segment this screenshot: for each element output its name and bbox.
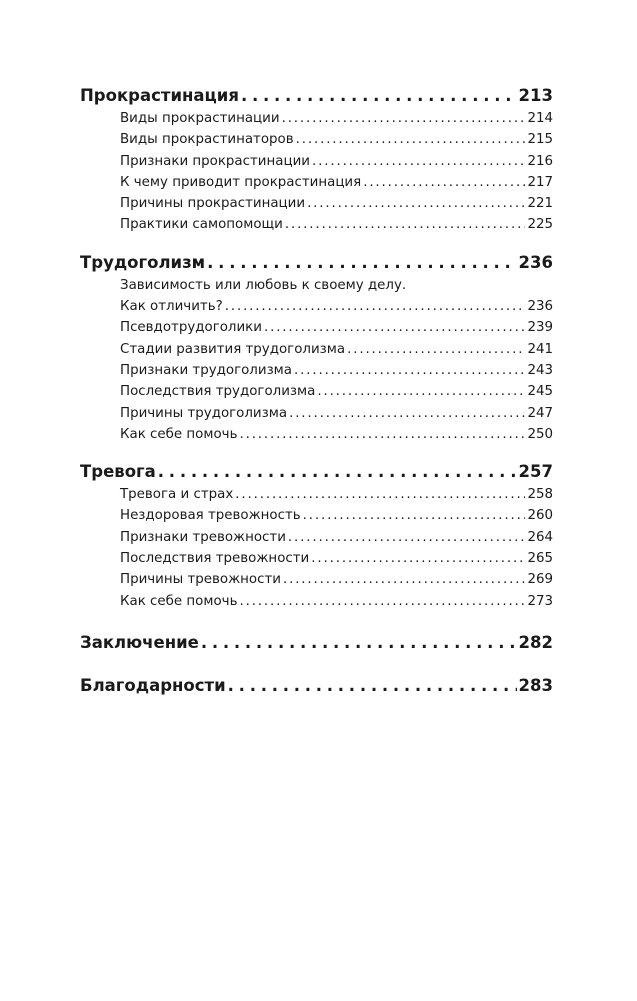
subsection-entry[interactable] (80, 317, 553, 338)
dot-leader (294, 360, 525, 381)
entry-title: Заключение (80, 632, 199, 652)
dot-leader (158, 460, 517, 484)
entry-title: Последствия трудоголизма (120, 384, 316, 400)
chapter-entry[interactable] (80, 84, 553, 108)
chapter-entry[interactable] (80, 251, 553, 275)
dot-leader (288, 527, 526, 548)
dot-leader (285, 214, 526, 235)
page-number: 273 (527, 593, 553, 609)
entry-title: Тревога и страх (120, 487, 234, 503)
toc-section (80, 84, 553, 236)
subsection-entry[interactable] (80, 151, 553, 172)
subsection-entry[interactable] (80, 108, 553, 129)
entry-title: Нездоровая тревожность (120, 508, 301, 524)
toc-section (80, 631, 553, 655)
entry-title: Трудоголизм (80, 252, 206, 272)
entry-title: Причины тревожности (120, 572, 281, 588)
dot-leader (201, 631, 517, 655)
page-number: 264 (527, 529, 553, 545)
dot-leader (228, 674, 517, 698)
dot-leader (235, 484, 525, 505)
entry-title: Признаки трудоголизма (120, 362, 292, 378)
subsection-entry[interactable] (80, 484, 553, 505)
dot-leader (347, 339, 525, 360)
entry-title: Псевдотрудоголики (120, 320, 262, 336)
page-number: 236 (518, 252, 553, 272)
dot-leader (241, 84, 517, 108)
page-number: 265 (527, 551, 553, 567)
dot-leader (239, 424, 525, 445)
page-number: 243 (527, 362, 553, 378)
page-number: 245 (527, 384, 553, 400)
toc-section (80, 251, 553, 445)
page-number: 269 (527, 572, 553, 588)
dot-leader (283, 569, 525, 590)
table-of-contents (80, 84, 553, 717)
subsection-entry[interactable] (80, 172, 553, 193)
entry-title: Признаки прокрастинации (120, 153, 310, 169)
subsection-entry[interactable] (80, 214, 553, 235)
dot-leader (296, 129, 526, 150)
entry-title: Практики самопомощи (120, 217, 283, 233)
entry-title: Стадии развития трудоголизма (120, 341, 346, 357)
dot-leader (317, 381, 525, 402)
dot-leader (289, 403, 525, 424)
entry-title: Виды прокрастинации (120, 111, 280, 126)
toc-section (80, 674, 553, 698)
subsection-entry[interactable] (80, 569, 553, 590)
entry-title: Благодарности (80, 675, 226, 695)
chapter-entry[interactable] (80, 631, 553, 655)
entry-title: Как себе помочь (120, 593, 238, 609)
subsection-entry[interactable] (80, 424, 553, 445)
chapter-entry[interactable] (80, 674, 553, 698)
page-number: 258 (527, 487, 553, 503)
subsection-entry[interactable] (80, 296, 553, 317)
dot-leader (282, 108, 526, 129)
dot-leader (363, 172, 525, 193)
entry-title: Последствия тревожности (120, 551, 310, 567)
page-number: 250 (527, 426, 553, 442)
page-number: 236 (527, 299, 553, 315)
subsection-entry[interactable] (80, 339, 553, 360)
subsection-entry[interactable] (80, 360, 553, 381)
page-number: 217 (527, 174, 553, 190)
subsection-entry[interactable] (80, 193, 553, 214)
entry-title: К чему приводит прокрастинация (120, 174, 362, 190)
dot-leader (264, 317, 525, 338)
page-number: 216 (527, 153, 553, 169)
dot-leader (311, 548, 525, 569)
subsection-entry[interactable] (80, 548, 553, 569)
page-number: 247 (527, 405, 553, 421)
dot-leader (207, 251, 516, 275)
entry-title: Признаки тревожности (120, 529, 286, 545)
page-number: 225 (527, 217, 553, 233)
dot-leader (307, 193, 525, 214)
dot-leader (239, 591, 525, 612)
subsection-entry[interactable] (80, 381, 553, 402)
subsection-entry[interactable] (80, 505, 553, 526)
page-number: 241 (527, 341, 553, 357)
entry-title-line: Зависимость или любовь к своему делу. (120, 277, 407, 293)
subsection-entry[interactable] (80, 527, 553, 548)
page-number: 215 (527, 132, 553, 148)
entry-title: Причины прокрастинации (120, 196, 306, 212)
page-number: 283 (518, 675, 553, 695)
dot-leader (225, 296, 526, 317)
page-number: 282 (518, 632, 553, 652)
subsection-entry[interactable] (80, 591, 553, 612)
entry-title: Тревога (80, 462, 156, 482)
page-number: 239 (527, 320, 553, 336)
subsection-entry[interactable] (80, 403, 553, 424)
subsection-entry[interactable] (80, 129, 553, 150)
page-number: 221 (527, 196, 553, 212)
dot-leader (303, 505, 526, 526)
toc-section (80, 460, 553, 612)
page-number: 213 (518, 86, 553, 105)
entry-title: Прокрастинация (80, 86, 239, 105)
page-number: 214 (527, 111, 553, 126)
chapter-entry[interactable] (80, 460, 553, 484)
entry-title: Виды прокрастинаторов (120, 132, 294, 148)
entry-title: Причины трудоголизма (120, 405, 288, 421)
dot-leader (312, 151, 525, 172)
entry-title: Как отличить? (120, 299, 223, 315)
entry-title: Как себе помочь (120, 426, 238, 442)
page-number: 260 (527, 508, 553, 524)
page-number: 257 (518, 462, 553, 482)
